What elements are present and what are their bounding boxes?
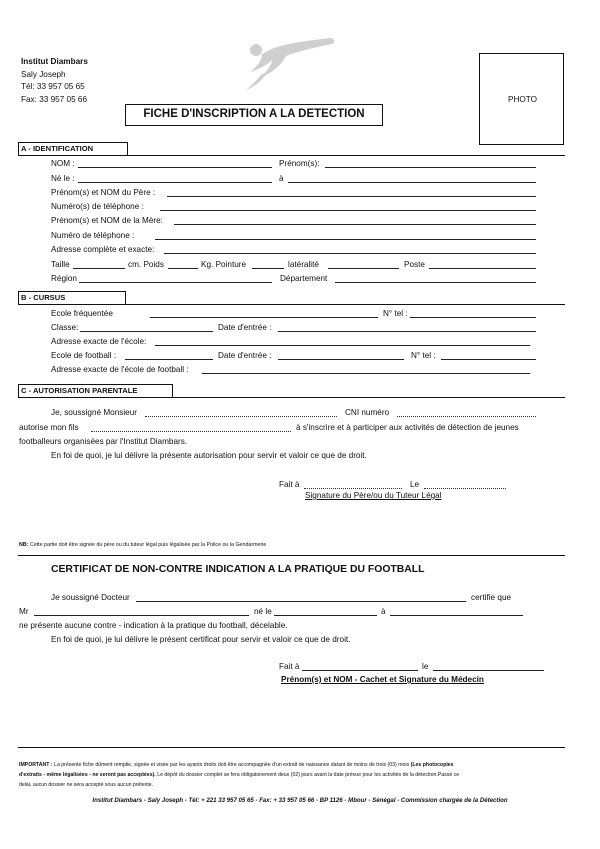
important-t1: La présente fiche dûment remplie, signée et visée par les ayants droits doit être accompagnée d'un extrait de naissance datant de moins de trois (03) mois (54, 762, 410, 768)
label-ntel1: N° tel : (383, 309, 408, 318)
field-pointure[interactable] (252, 268, 284, 269)
field-classe[interactable] (80, 331, 213, 332)
field-adresse[interactable] (164, 253, 536, 254)
label-mr: Mr (19, 607, 29, 616)
org-name: Institut Diambars (21, 57, 88, 66)
field-le-cert[interactable] (433, 670, 544, 671)
field-ntel2[interactable] (441, 359, 536, 360)
label-poste: Poste (404, 260, 425, 269)
autorisation-l2b: à s'inscrire et à participer aux activités de détection de jeunes (296, 423, 519, 432)
label-adresse-foot: Adresse exacte de l'école de football : (51, 365, 189, 374)
certificat-l4: En foi de quoi, je lui délivre le présent certificat pour servir et valoir ce que de droit. (51, 635, 351, 644)
field-mere[interactable] (174, 224, 536, 225)
label-classe: Classe: (51, 323, 79, 332)
field-ecole[interactable] (150, 317, 378, 318)
divider-top (18, 555, 565, 556)
certificat-l1a: Je soussigné Docteur (51, 593, 130, 602)
important-label: IMPORTANT : (19, 762, 53, 768)
label-lateralite: latéralité (288, 260, 319, 269)
autorisation-l1b: CNI numéro (345, 408, 390, 417)
field-monsieur[interactable] (145, 416, 337, 417)
field-prenoms[interactable] (325, 167, 536, 168)
field-adresse-foot[interactable] (202, 373, 530, 374)
field-nom[interactable] (78, 167, 272, 168)
field-fait-a-cert[interactable] (302, 670, 418, 671)
label-ne-le-cert: né le (254, 607, 272, 616)
section-a-title: A - IDENTIFICATION (21, 144, 94, 153)
label-a-cert: à (381, 607, 386, 616)
autorisation-l1a: Je, soussigné Monsieur (51, 408, 138, 417)
label-ne-le: Né le : (51, 174, 75, 183)
field-cni[interactable] (397, 416, 536, 417)
important-t1b: (Les photocopies (410, 762, 454, 768)
certificat-title: CERTIFICAT DE NON-CONTRE INDICATION A LA PRATIQUE DU FOOTBALL (51, 564, 425, 575)
field-lateralite[interactable] (328, 268, 399, 269)
field-lieu[interactable] (288, 182, 536, 183)
section-c-title: C - AUTORISATION PARENTALE (21, 386, 138, 395)
label-date-entree1: Date d'entrée : (218, 323, 272, 332)
field-tel1[interactable] (160, 210, 536, 211)
label-date-entree2: Date d'entrée : (218, 351, 272, 360)
autorisation-l2a: autorise mon fils (19, 423, 79, 432)
label-tel2: Numéro de téléphone : (51, 231, 135, 240)
certificat-l1b: certifie que (471, 593, 512, 602)
important-t2b: Le dépôt du dossier complet se fera obligatoirement deux (02) jours avant la date prévue pour les activités de la détection.Passé ce (157, 772, 460, 778)
label-ecole-foot: Ecole de football : (51, 351, 117, 360)
label-fait-a-cert: Fait à (279, 662, 300, 671)
nb-note (19, 542, 266, 549)
label-taille: Taille (51, 260, 70, 269)
field-ntel1[interactable] (410, 317, 536, 318)
label-departement: Département (280, 274, 328, 283)
field-adresse-ecole[interactable] (155, 345, 530, 346)
photo-label: PHOTO (508, 95, 537, 104)
label-prenoms: Prénom(s): (279, 159, 320, 168)
field-ne-le-cert[interactable] (274, 615, 377, 616)
label-le-c: Le (410, 480, 420, 489)
autorisation-l3: footballeurs organisées par l'Institut Diambars. (19, 437, 188, 446)
field-ecole-foot[interactable] (125, 359, 213, 360)
field-pere[interactable] (167, 196, 536, 197)
org-fax: Fax: 33 957 05 66 (21, 95, 88, 104)
nb-text: Cette partie doit être signée du père ou du tuteur légal puis légalisée par la Police ou la Gendarmerie (29, 542, 267, 548)
label-pere: Prénom(s) et NOM du Père : (51, 188, 156, 197)
signature-tuteur: Signature du Père/ou du Tuteur Légal (305, 491, 442, 500)
field-poste[interactable] (429, 268, 536, 269)
label-region: Région (51, 274, 77, 283)
important-line3: delai, aucun dossier ne sera accepté sous aucun prétexte. (19, 782, 154, 788)
field-date-entree1[interactable] (278, 331, 536, 332)
label-le-cert: le (422, 662, 429, 671)
nb-label: NB: (19, 542, 29, 548)
field-date-entree2[interactable] (278, 359, 404, 360)
important-line2 (19, 770, 459, 780)
field-departement[interactable] (335, 282, 536, 283)
field-docteur[interactable] (136, 601, 466, 602)
label-ntel2: N° tel : (411, 351, 436, 360)
field-le-c[interactable] (424, 488, 506, 489)
field-poids[interactable] (168, 268, 198, 269)
form-title: FICHE D'INSCRIPTION A LA DETECTION (143, 108, 365, 120)
label-fait-a-c: Fait à (279, 480, 300, 489)
section-b-title: B - CURSUS (21, 293, 66, 302)
autorisation-l4: En foi de quoi, je lui délivre la présente autorisation pour servir et valoir ce que de droit. (51, 451, 367, 460)
org-address: Saly Joseph (21, 70, 66, 79)
logo-icon (238, 34, 348, 92)
org-tel: Tél: 33 957 05 65 (21, 82, 85, 91)
label-mere: Prénom(s) et NOM de la Mère: (51, 216, 163, 225)
field-tel2[interactable] (155, 239, 536, 240)
footer-text: Institut Diambars - Saly Joseph - Tél: + 221 33 957 05 65 - Fax: + 33 957 05 66 - BP 1126 - Mbour - Sénégal - Commission chargée de la Détection (92, 797, 508, 804)
label-tel1: Numéro(s) de téléphone : (51, 202, 144, 211)
label-cm-poids: cm. Poids (128, 260, 164, 269)
field-mr[interactable] (34, 615, 249, 616)
field-lieu-cert[interactable] (390, 615, 523, 616)
field-fils[interactable] (91, 431, 291, 432)
label-adresse-ecole: Adresse exacte de l'école: (51, 337, 147, 346)
divider-bottom (18, 747, 565, 748)
field-taille[interactable] (73, 268, 125, 269)
label-adresse: Adresse complète et exacte: (51, 245, 155, 254)
important-t2a: d'extraits - même légalisées - ne seront pas acceptées). (19, 772, 156, 778)
field-ne-le[interactable] (78, 182, 272, 183)
label-nom: NOM : (51, 159, 75, 168)
certificat-l3: ne présente aucune contre - indication à la pratique du football, décelable. (19, 621, 288, 630)
important-line1 (19, 760, 454, 770)
label-a: à (279, 174, 284, 183)
label-kg-pointure: Kg. Pointure (201, 260, 247, 269)
signature-medecin: Prénom(s) et NOM - Cachet et Signature du Médecin (281, 675, 484, 684)
label-ecole: Ecole fréquentée (51, 309, 113, 318)
field-region[interactable] (79, 282, 272, 283)
field-fait-a-c[interactable] (304, 488, 402, 489)
